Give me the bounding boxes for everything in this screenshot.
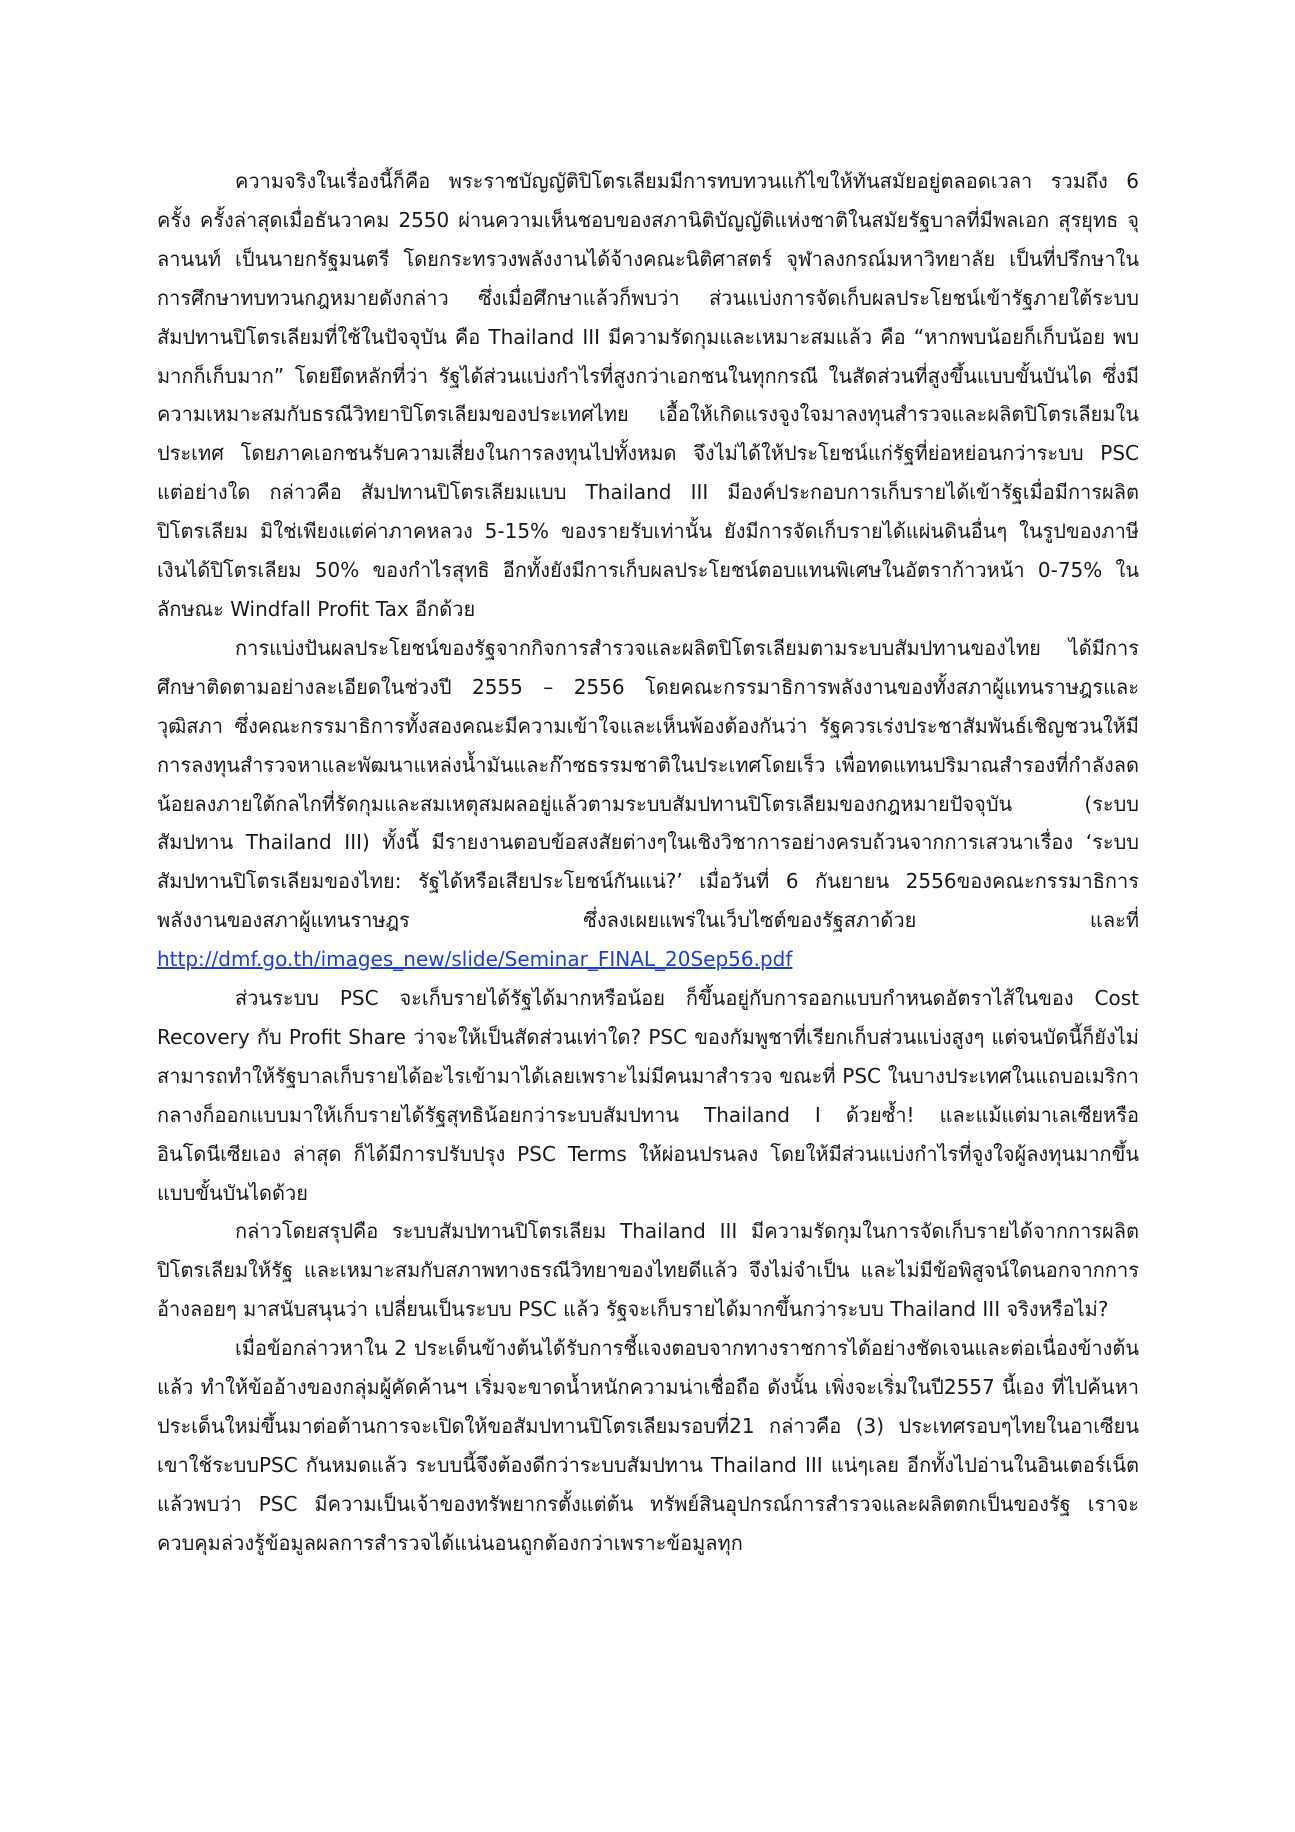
seminar-pdf-link[interactable]: http://dmf.go.th/images_new/slide/Seminar_FINAL_20Sep56.pdf [157,947,793,972]
paragraph-4 [157,1212,1139,1329]
paragraph-2-text: การแบ่งปันผลประโยชน์ของรัฐจากกิจการสำรวจและผลิตปิโตรเลียมตามระบบสัมปทานของไทย ได้มีการศึกษาติดตามอย่างละเอียดในช่วงปี 2555 – 2556 โดยคณะกรรมาธิการพลังงานของทั้งสภาผู้แทนราษฎรและวุฒิสภา ซึ่งคณะกรรมาธิการทั้งสองคณะมีความเข้าใจและเห็นพ้องต้องกันว่า รัฐควรเร่งประชาสัมพันธ์เชิญชวนให้มีการลงทุนสำรวจหาและพัฒนาแหล่งน้ำมันและก๊าซธรรมชาติในประเทศโดยเร็ว เพื่อทดแทนปริมาณสำรองที่กำลังลดน้อยลงภายใต้กลไกที่รัดกุมและสมเหตุสมผลอยู่แล้วตามระบบสัมปทานปิโตรเลียมของกฎหมายปัจจุบัน (ระบบสัมปทาน Thailand III) ทั้งนี้ มีรายงานตอบข้อสงสัยต่างๆในเชิงวิชาการอย่างครบถ้วนจากการเสวนาเรื่อง ‘ระบบสัมปทานปิโตรเลียมของไทย: รัฐได้หรือเสียประโยชน์กันแน่?’ เมื่อวันที่ 6 กันยายน 2556ของคณะกรรมาธิการพลังงานของสภาผู้แทนราษฎร ซึ่งลงเผยแพร่ในเว็บไซต์ของรัฐสภาด้วย และที่ [157,635,1139,933]
paragraph-5 [157,1329,1139,1562]
document-body [157,162,1139,1563]
paragraph-4-text: กล่าวโดยสรุปคือ ระบบสัมปทานปิโตรเลียม Thailand III มีความรัดกุมในการจัดเก็บรายได้จากการผลิตปิโตรเลียมให้รัฐ และเหมาะสมกับสภาพทางธรณีวิทยาของไทยดีแล้ว จึงไม่จำเป็น และไม่มีข้อพิสูจน์ใดนอกจากการอ้างลอยๆ มาสนับสนุนว่า เปลี่ยนเป็นระบบ PSC แล้ว รัฐจะเก็บรายได้มากขึ้นกว่าระบบ Thailand III จริงหรือไม่? [157,1219,1139,1322]
paragraph-2 [157,629,1139,979]
paragraph-1 [157,162,1139,629]
paragraph-5-text: เมื่อข้อกล่าวหาใน 2 ประเด็นข้างต้นได้รับการชี้แจงตอบจากทางราชการได้อย่างชัดเจนและต่อเนื่องข้างต้นแล้ว ทำให้ข้ออ้างของกลุ่มผู้คัดค้านฯ เริ่มจะขาดน้ำหนักความน่าเชื่อถือ ดังนั้น เพิ่งจะเริ่มในปี2557 นี้เอง ที่ไปค้นหาประเด็นใหม่ขึ้นมาต่อต้านการจะเปิดให้ขอสัมปทานปิโตรเลียมรอบที่21 กล่าวคือ (3) ประเทศรอบๆไทยในอาเซียน เขาใช้ระบบPSC กันหมดแล้ว ระบบนี้จึงต้องดีกว่าระบบสัมปทาน Thailand III แน่ๆเลย อีกทั้งไปอ่านในอินเตอร์เน็ต แล้วพบว่า PSC มีความเป็นเจ้าของทรัพยากรตั้งแต่ต้น ทรัพย์สินอุปกรณ์การสำรวจและผลิตตกเป็นของรัฐ เราจะควบคุมล่วงรู้ข้อมูลผลการสำรวจได้แน่นอนถูกต้องกว่าเพราะข้อมูลทุก [157,1336,1139,1555]
paragraph-1-text: ความจริงในเรื่องนี้ก็คือ พระราชบัญญัติปิโตรเลียมมีการทบทวนแก้ไขให้ทันสมัยอยู่ตลอดเวลา รวมถึง 6 ครั้ง ครั้งล่าสุดเมื่อธันวาคม 2550 ผ่านความเห็นชอบของสภานิติบัญญัติแห่งชาติในสมัยรัฐบาลที่มีพลเอก สุรยุทธ จุลานนท์ เป็นนายกรัฐมนตรี โดยกระทรวงพลังงานได้จ้างคณะนิติศาสตร์ จุฬาลงกรณ์มหาวิทยาลัย เป็นที่ปรึกษาในการศึกษาทบทวนกฎหมายดังกล่าว ซึ่งเมื่อศึกษาแล้วก็พบว่า ส่วนแบ่งการจัดเก็บผลประโยชน์เข้ารัฐภายใต้ระบบสัมปทานปิโตรเลียมที่ใช้ในปัจจุบัน คือ Thailand III มีความรัดกุมและเหมาะสมแล้ว คือ “หากพบน้อยก็เก็บน้อย พบมากก็เก็บมาก” โดยยึดหลักที่ว่า รัฐได้ส่วนแบ่งกำไรที่สูงกว่าเอกชนในทุกกรณี ในสัดส่วนที่สูงขึ้นแบบขั้นบันได ซึ่งมีความเหมาะสมกับธรณีวิทยาปิโตรเลียมของประเทศไทย เอื้อให้เกิดแรงจูงใจมาลงทุนสำรวจและผลิตปิโตรเลียมในประเทศ โดยภาคเอกชนรับความเสี่ยงในการลงทุนไปทั้งหมด จึงไม่ได้ให้ประโยชน์แก่รัฐที่ย่อหย่อนกว่าระบบ PSC แต่อย่างใด กล่าวคือ สัมปทานปิโตรเลียมแบบ Thailand III มีองค์ประกอบการเก็บรายได้เข้ารัฐเมื่อมีการผลิตปิโตรเลียม มิใช่เพียงแต่ค่าภาคหลวง 5-15% ของรายรับเท่านั้น ยังมีการจัดเก็บรายได้แผ่นดินอื่นๆ ในรูปของภาษีเงินได้ปิโตรเลียม 50% ของกำไรสุทธิ อีกทั้งยังมีการเก็บผลประโยชน์ตอบแทนพิเศษในอัตราก้าวหน้า 0-75% ในลักษณะ Windfall Profit Tax อีกด้วย [157,169,1140,621]
paragraph-3-text: ส่วนระบบ PSC จะเก็บรายได้รัฐได้มากหรือน้อย ก็ขึ้นอยู่กับการออกแบบกำหนดอัตราไส้ในของ Cost Recovery กับ Profit Share ว่าจะให้เป็นสัดส่วนเท่าใด? PSC ของกัมพูชาที่เรียกเก็บส่วนแบ่งสูงๆ แต่จนบัดนี้ก็ยังไม่สามารถทำให้รัฐบาลเก็บรายได้อะไรเข้ามาได้เลยเพราะไม่มีคนมาสำรวจ ขณะที่ PSC ในบางประเทศในแถบอเมริกากลางก็ออกแบบมาให้เก็บรายได้รัฐสุทธิน้อยกว่าระบบสัมปทาน Thailand I ด้วยซ้ำ! และแม้แต่มาเลเซียหรืออินโดนีเซียเอง ล่าสุด ก็ได้มีการปรับปรุง PSC Terms ให้ผ่อนปรนลง โดยให้มีส่วนแบ่งกำไรที่จูงใจผู้ลงทุนมากขึ้นแบบขั้นบันไดด้วย [157,986,1139,1205]
paragraph-3 [157,979,1139,1212]
